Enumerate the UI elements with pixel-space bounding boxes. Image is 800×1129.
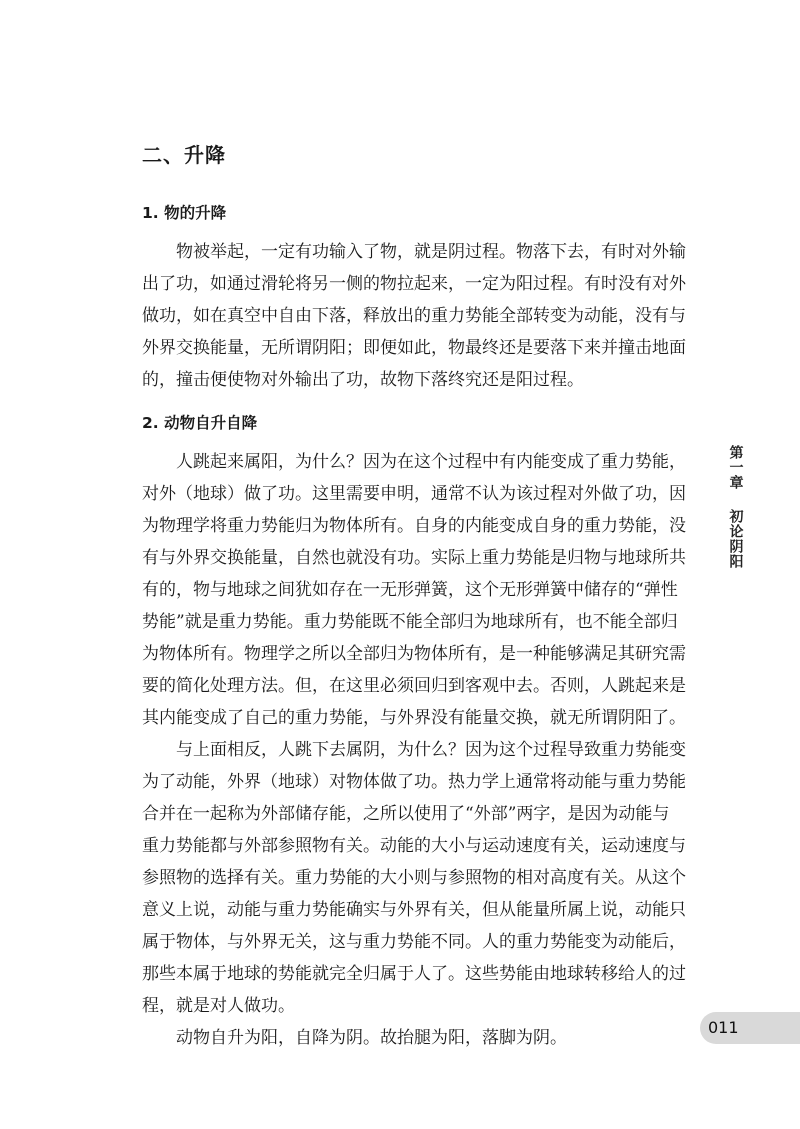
- text-line: 为了动能，外界（地球）对物体做了功。热力学上通常将动能与重力势能: [142, 772, 686, 792]
- text-line: 其内能变成了自己的重力势能，与外界没有能量交换，就无所谓阴阳了。: [142, 708, 686, 728]
- text-line: 对外（地球）做了功。这里需要申明，通常不认为该过程对外做了功，因: [142, 484, 686, 504]
- text-line: 物被举起，一定有功输入了物，就是阴过程。物落下去，有时对外输: [142, 242, 686, 262]
- paragraph-jump-up: [142, 446, 702, 734]
- text-line: 做功，如在真空中自由下落，释放出的重力势能全部转变为动能，没有与: [142, 306, 686, 326]
- page-content: [142, 140, 702, 1054]
- text-line: 程，就是对人做功。: [142, 996, 295, 1016]
- text-line: 为物体所有。物理学之所以全部归为物体所有，是一种能够满足其研究需: [142, 644, 686, 664]
- text-line: 势能”就是重力势能。重力势能既不能全部归为地球所有，也不能全部归: [142, 612, 678, 632]
- text-line: 那些本属于地球的势能就完全归属于人了。这些势能由地球转移给人的过: [142, 964, 686, 984]
- paragraph-object-rise-fall: [142, 236, 702, 396]
- text-line: 的，撞击便使物对外输出了功，故物下落终究还是阳过程。: [142, 370, 584, 390]
- text-line: 重力势能都与外部参照物有关。动能的大小与运动速度有关，运动速度与: [142, 836, 686, 856]
- text-line: 动物自升为阳，自降为阴。故抬腿为阳，落脚为阴。: [142, 1028, 567, 1048]
- text-line: 与上面相反，人跳下去属阴，为什么？因为这个过程导致重力势能变: [142, 740, 686, 760]
- subsection-title-1: 1. 物的升降: [142, 204, 227, 222]
- chapter-side-tab: [720, 445, 750, 574]
- paragraph-jump-down: [142, 734, 702, 1022]
- text-line: 合并在一起称为外部储存能，之所以使用了“外部”两字，是因为动能与: [142, 804, 670, 824]
- text-line: 意义上说，动能与重力势能确实与外界有关，但从能量所属上说，动能只: [142, 900, 686, 920]
- chapter-label: 第一章: [727, 445, 744, 490]
- subsection-title-2: 2. 动物自升自降: [142, 414, 258, 432]
- paragraph-conclusion: [142, 1022, 702, 1054]
- text-line: 外界交换能量，无所谓阴阳；即便如此，物最终还是要落下来并撞击地面: [142, 338, 686, 358]
- page-number: 011: [708, 1018, 739, 1037]
- text-line: 有与外界交换能量，自然也就没有功。实际上重力势能是归物与地球所共: [142, 548, 686, 568]
- text-line: 要的简化处理方法。但，在这里必须回归到客观中去。否则，人跳起来是: [142, 676, 686, 696]
- text-line: 出了功，如通过滑轮将另一侧的物拉起来，一定为阳过程。有时没有对外: [142, 274, 686, 294]
- text-line: 参照物的选择有关。重力势能的大小则与参照物的相对高度有关。从这个: [142, 868, 686, 888]
- text-line: 有的，物与地球之间犹如存在一无形弹簧，这个无形弹簧中储存的“弹性: [142, 580, 678, 600]
- section-title: 二、升降: [142, 143, 226, 167]
- chapter-topic: 初论阴阳: [727, 509, 744, 569]
- text-line: 为物理学将重力势能归为物体所有。自身的内能变成自身的重力势能，没: [142, 516, 686, 536]
- text-line: 属于物体，与外界无关，这与重力势能不同。人的重力势能变为动能后，: [142, 932, 686, 952]
- text-line: 人跳起来属阳，为什么？因为在这个过程中有内能变成了重力势能，: [142, 452, 686, 472]
